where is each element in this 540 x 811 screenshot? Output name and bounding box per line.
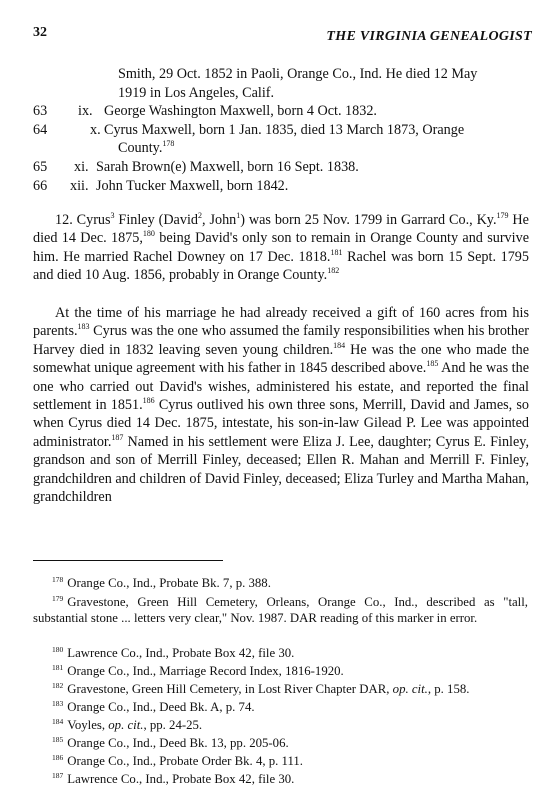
running-head: THE VIRGINIA GENEALOGIST bbox=[326, 29, 532, 44]
footnote-ref: 186 bbox=[142, 396, 155, 406]
child-roman: x. bbox=[90, 122, 101, 138]
footnote: $^{178}$ Orange Co., Ind., Probate Bk. 7, p. 388. bbox=[52, 575, 271, 590]
footnote: $^{182}$ Gravestone, Green Hill Cemetery, in Lost River Chapter DAR, op. cit., p. 158. bbox=[52, 681, 470, 696]
paragraph-marriage-gift: At the time of his marriage he had already received a gift of 160 acres from his parents.$^{183}$ Cyrus was the one who assumed the family responsibilities when his brother Harvey died in 1832 leaving seven young children.$^{184}$ He was the one who made the somewhat unique agreement with his father in 1845 described above.$^{185}$ And he was the one who carried out David's wishes, administered his estate, and reported the final settlement in 1851.$^{186}$ Cyrus outlived his own three sons, Merrill, David and James, so when Cyrus died 14 Dec. 1875, intestate, his son-in-law Gilead P. Lee was appointed administrator.$^{187}$ Named in his settlement were Eliza J. Lee, daughter; Cyrus E. Finley, grandson and son of Merrill Finley, deceased; Ellen R. Mahan and Merrill F. Finley, grandchildren and children of David Finley, deceased; Eliza Turley and Martha Mahan, grandchildren bbox=[33, 305, 529, 506]
footnote-ref: 187 bbox=[111, 432, 124, 442]
child-text: Cyrus Maxwell, born 1 Jan. 1835, died 13 March 1873, Orange bbox=[104, 122, 465, 138]
footnote-ref: 179 bbox=[496, 211, 509, 220]
footnote: $^{180}$ Lawrence Co., Ind., Probate Box 42, file 30. bbox=[52, 645, 295, 660]
carryover-line-2: 1919 in Los Angeles, Calif. bbox=[118, 85, 275, 101]
child-text: George Washington Maxwell, born 4 Oct. 1832. bbox=[104, 103, 377, 119]
footnote-ref: 183 bbox=[77, 322, 90, 332]
footnote-divider bbox=[33, 560, 223, 561]
footnote-ref: 181 bbox=[330, 247, 343, 257]
child-text: John Tucker Maxwell, born 1842. bbox=[96, 178, 289, 194]
footnote: $^{183}$ Orange Co., Ind., Deed Bk. A, p. 74. bbox=[52, 699, 255, 714]
footnote-ref: 184 bbox=[333, 340, 346, 350]
footnote: $^{185}$ Orange Co., Ind., Deed Bk. 13, pp. 205-06. bbox=[52, 735, 289, 750]
carryover-line-1: Smith, 29 Oct. 1852 in Paoli, Orange Co., Ind. He died 12 May bbox=[118, 66, 478, 82]
footnote: $^{184}$ Voyles, op. cit., pp. 24-25. bbox=[52, 717, 203, 732]
child-text-continuation: County. bbox=[118, 140, 163, 156]
footnote: $^{181}$ Orange Co., Ind., Marriage Record Index, 1816-1920. bbox=[52, 663, 344, 678]
footnote-ref: 178 bbox=[162, 139, 175, 148]
footnote: $^{187}$ Lawrence Co., Ind., Probate Box 42, file 30. bbox=[52, 771, 295, 786]
footnote-ref: 180 bbox=[142, 229, 155, 239]
child-roman: ix. bbox=[78, 103, 93, 119]
child-number: 66 bbox=[33, 178, 48, 194]
child-number: 65 bbox=[33, 159, 48, 175]
child-text: Sarah Brown(e) Maxwell, born 16 Sept. 1838. bbox=[96, 159, 359, 175]
child-roman: xi. bbox=[74, 159, 89, 175]
child-number: 63 bbox=[33, 103, 48, 119]
footnote: $^{186}$ Orange Co., Ind., Probate Order Bk. 4, p. 111. bbox=[52, 753, 303, 768]
footnote: $^{179}$ Gravestone, Green Hill Cemetery, Orleans, Orange Co., Ind., described as "tall, substantial stone ... letters very clear," Nov. 1987. DAR reading of this marker in error. bbox=[33, 594, 528, 626]
page-number: 32 bbox=[33, 25, 47, 40]
paragraph-cyrus-finley: 12. Cyrus$^3$ Finley (David$^2$, John$^1$) was born 25 Nov. 1799 in Garrard Co., Ky.$^{179}$ He died 14 Dec. 1875,$^{180}$ being David's only son to remain in Orange County and survive him. He married Rachel Downey on 17 Dec. 1818.$^{181}$ Rachel was born 15 Sept. 1795 and died 10 Aug. 1856, probably in Orange County.$^{182}$ bbox=[33, 211, 529, 284]
footnote-ref: 185 bbox=[426, 359, 439, 369]
footnote-ref: 182 bbox=[327, 266, 340, 276]
child-roman: xii. bbox=[70, 178, 89, 194]
child-number: 64 bbox=[33, 122, 48, 138]
